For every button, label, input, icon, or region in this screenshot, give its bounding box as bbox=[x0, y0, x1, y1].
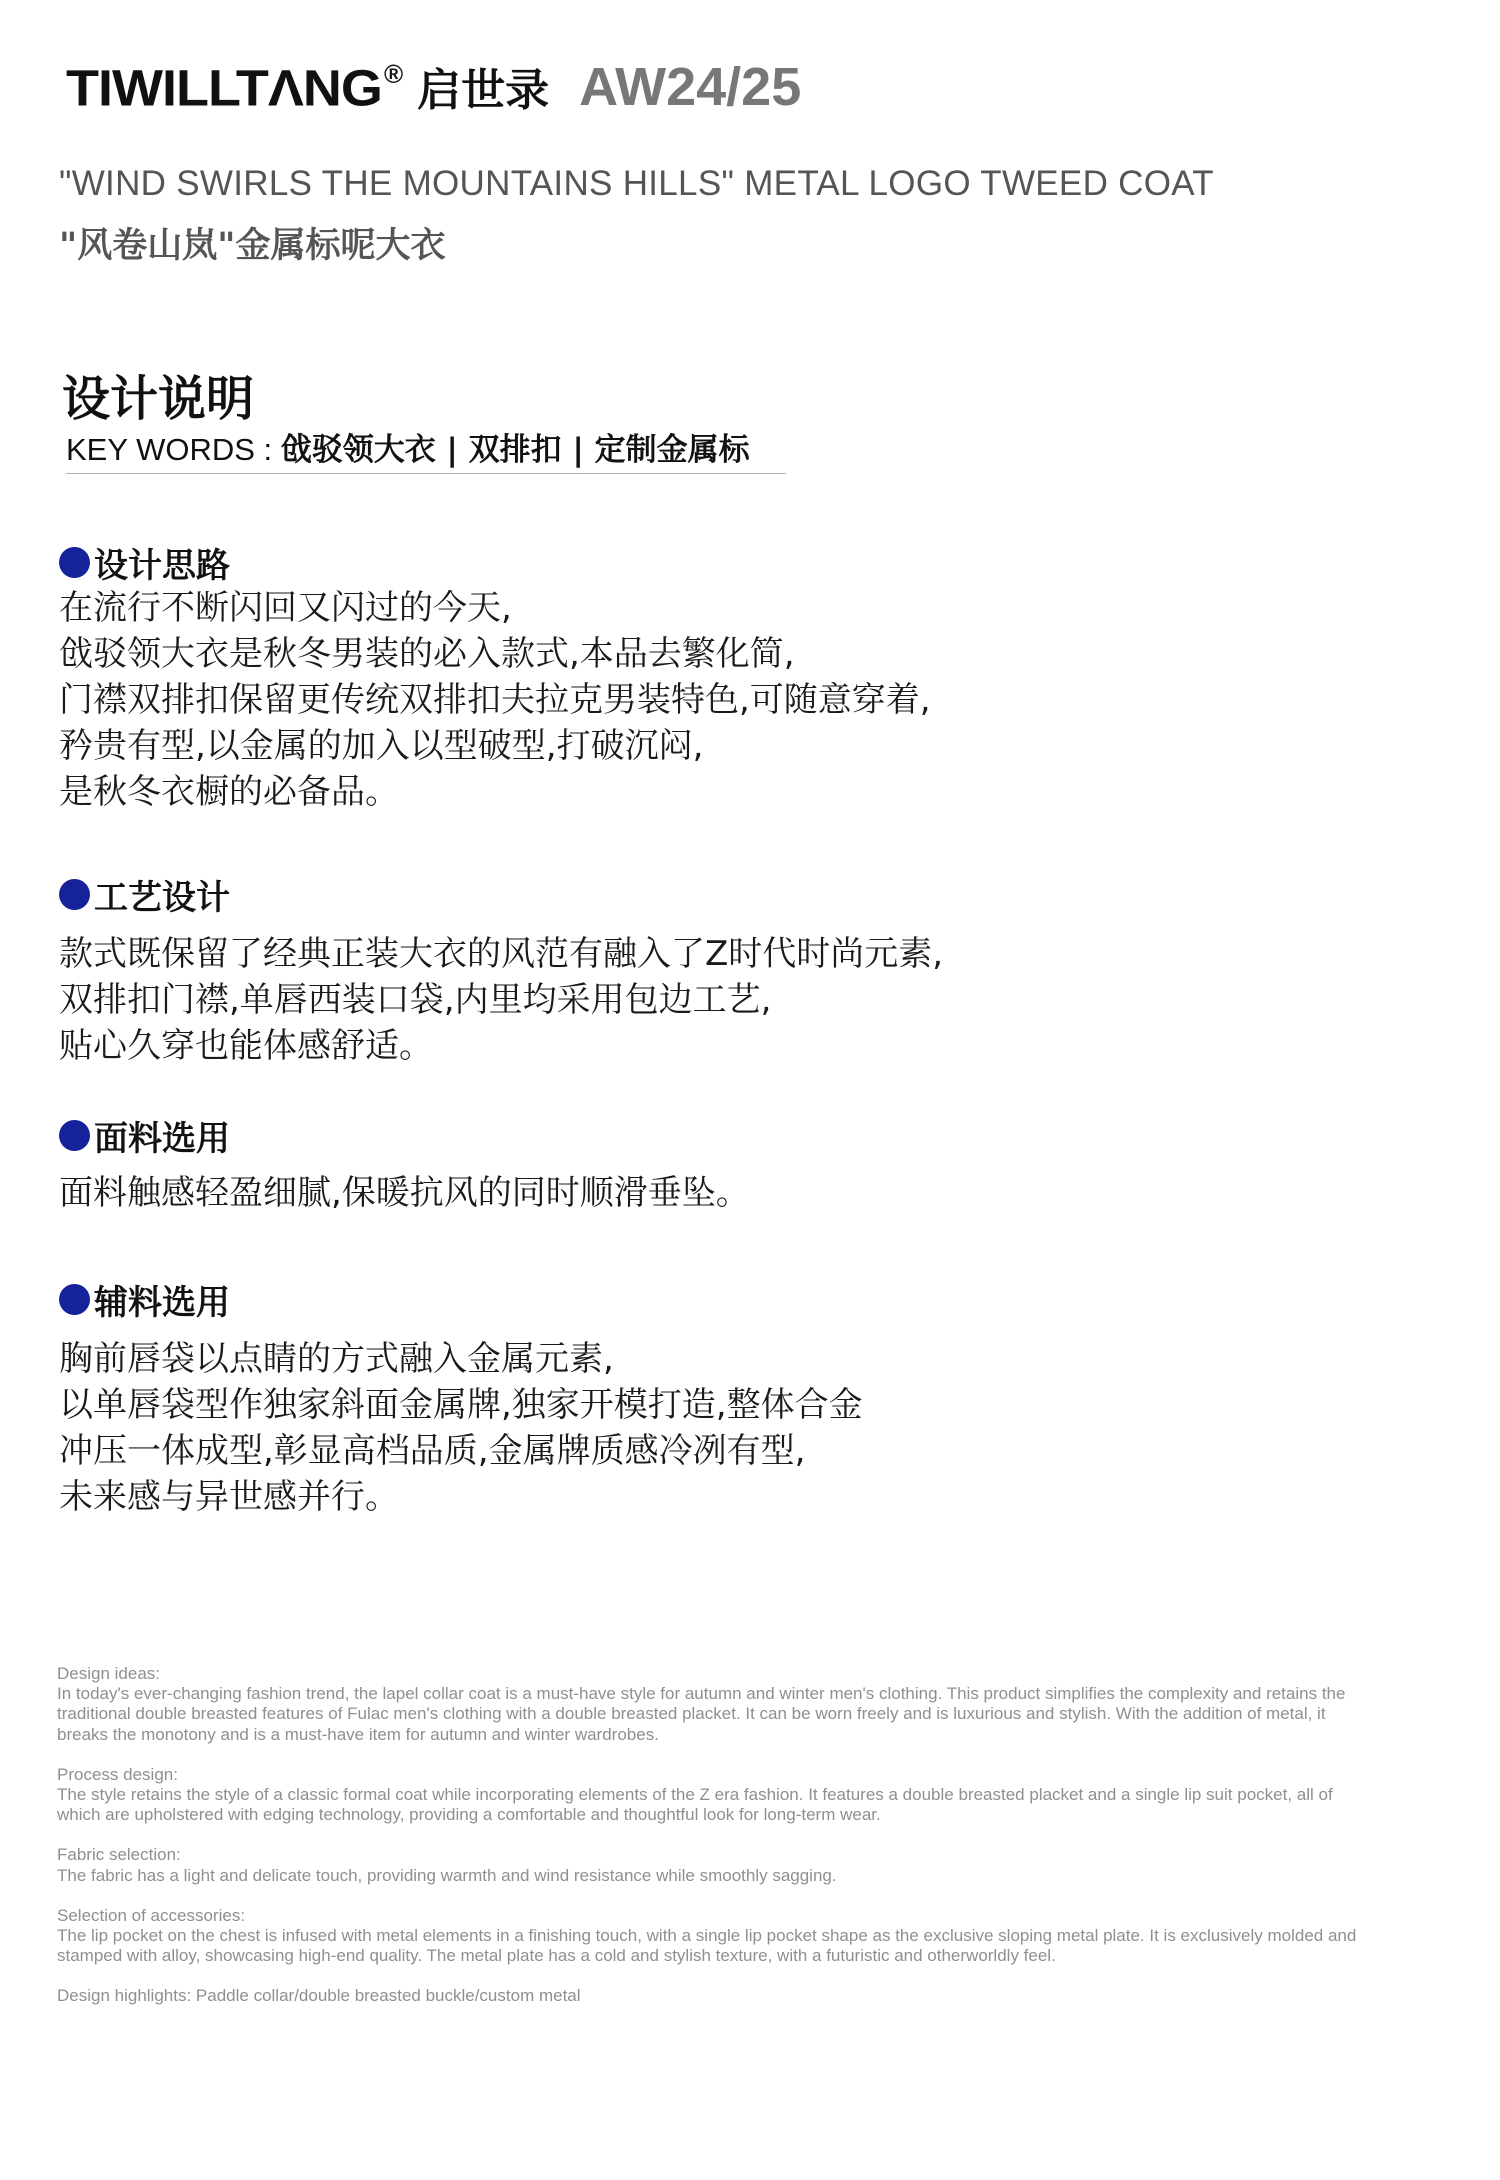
english-paragraph-text: In today's ever-changing fashion trend, the lapel collar coat is a must-have style for autumn and winter men's clothing. This product simplifies the complexity and retains the traditional double breasted features of Fulac men's clothing with a double breasted placket. It can be worn freely and is luxurious and stylish. With the addition of metal, it breaks the monotony and is a must-have item for autumn and winter wardrobes. bbox=[57, 1684, 1346, 1744]
brand-logo-cn: 启世录 bbox=[417, 65, 550, 116]
body-line: 以单唇袋型作独家斜面金属牌,独家开模打造,整体合金 bbox=[59, 1385, 863, 1425]
section-heading bbox=[59, 871, 943, 917]
section-heading bbox=[59, 1112, 750, 1158]
english-paragraph-label: Process design: bbox=[57, 1764, 178, 1784]
product-title-en: "WIND SWIRLS THE MOUNTAINS HILLS" METAL LOGO TWEED COAT bbox=[59, 164, 1214, 203]
body-line: 面料触感轻盈细腻,保暖抗风的同时顺滑垂坠。 bbox=[59, 1173, 750, 1213]
body-line: 未来感与异世感并行。 bbox=[59, 1477, 399, 1517]
body-line: 贴心久穿也能体感舒适。 bbox=[59, 1026, 433, 1066]
section-body bbox=[59, 1170, 750, 1216]
section-body bbox=[59, 585, 931, 815]
season-label: AW24/25 bbox=[579, 57, 802, 117]
section-body bbox=[59, 931, 943, 1069]
body-line: 冲压一体成型,彰显高档品质,金属牌质感冷冽有型, bbox=[59, 1431, 806, 1471]
brand-header bbox=[66, 54, 801, 118]
keywords-value: 戗驳领大衣 | 双排扣 | 定制金属标 bbox=[280, 432, 750, 468]
section-heading-text: 面料选用 bbox=[94, 1118, 230, 1159]
body-line: 是秋冬衣橱的必备品。 bbox=[59, 772, 399, 812]
english-paragraph-text: The lip pocket on the chest is infused with metal elements in a finishing touch, with a single lip pocket shape as the exclusive sloping metal plate. It is exclusively molded and stamped with alloy, showcasing high-end quality. The metal plate has a cold and stylish texture, with a futuristic and otherworldly feel. bbox=[57, 1926, 1357, 1966]
english-paragraph-text: The fabric has a light and delicate touch, providing warmth and wind resistance while smoothly sagging. bbox=[57, 1865, 837, 1885]
section-heading bbox=[59, 1276, 863, 1322]
bullet-dot-icon bbox=[59, 879, 90, 910]
section-heading-text: 工艺设计 bbox=[94, 877, 230, 918]
section-fabric-selection bbox=[59, 1112, 750, 1216]
bullet-dot-icon bbox=[59, 1284, 90, 1315]
keywords-label: KEY WORDS : bbox=[66, 432, 281, 467]
body-line: 双排扣门襟,单唇西装口袋,内里均采用包边工艺, bbox=[59, 980, 772, 1020]
body-line: 在流行不断闪回又闪过的今天, bbox=[59, 588, 512, 628]
section-body bbox=[59, 1336, 863, 1520]
bullet-dot-icon bbox=[59, 1120, 90, 1151]
english-paragraph bbox=[57, 1664, 1357, 1745]
brand-logo-en: TIWILLTΛNG bbox=[66, 60, 382, 118]
section-heading bbox=[59, 539, 931, 585]
keywords-line bbox=[66, 424, 786, 474]
english-paragraph-label: Selection of accessories: bbox=[57, 1905, 246, 1925]
english-summary bbox=[57, 1664, 1357, 2007]
design-highlights: Design highlights: Paddle collar/double breasted buckle/custom metal bbox=[57, 1986, 581, 2006]
body-line: 款式既保留了经典正装大衣的风范有融入了Z时代时尚元素, bbox=[59, 934, 944, 974]
product-title-cn: "风卷山岚"金属标呢大衣 bbox=[59, 226, 446, 266]
section-process-design bbox=[59, 871, 943, 1069]
body-line: 胸前唇袋以点睛的方式融入金属元素, bbox=[59, 1339, 614, 1379]
body-line: 戗驳领大衣是秋冬男装的必入款式,本品去繁化简, bbox=[59, 634, 795, 674]
body-line: 矜贵有型,以金属的加入以型破型,打破沉闷, bbox=[59, 726, 704, 766]
body-line: 门襟双排扣保留更传统双排扣夫拉克男装特色,可随意穿着, bbox=[59, 680, 931, 720]
bullet-dot-icon bbox=[59, 547, 90, 578]
design-description-heading: 设计说明 bbox=[62, 371, 255, 427]
english-paragraph-label: Design ideas: bbox=[57, 1664, 161, 1683]
english-paragraph bbox=[57, 1906, 1357, 1967]
section-design-ideas bbox=[59, 539, 931, 815]
section-heading-text: 辅料选用 bbox=[94, 1282, 230, 1323]
section-heading-text: 设计思路 bbox=[94, 545, 230, 586]
section-accessories-selection bbox=[59, 1276, 863, 1520]
english-paragraph-text: The style retains the style of a classic formal coat while incorporating elements of the Z era fashion. It features a double breasted placket and a single lip suit pocket, all of which are upholstered with edging technology, providing a comfortable and thoughtful look for long-term wear. bbox=[57, 1785, 1333, 1825]
english-paragraph bbox=[57, 1765, 1357, 1826]
registered-mark: ® bbox=[383, 59, 404, 89]
english-paragraph bbox=[57, 1845, 1357, 1885]
english-paragraph-label: Fabric selection: bbox=[57, 1845, 181, 1865]
